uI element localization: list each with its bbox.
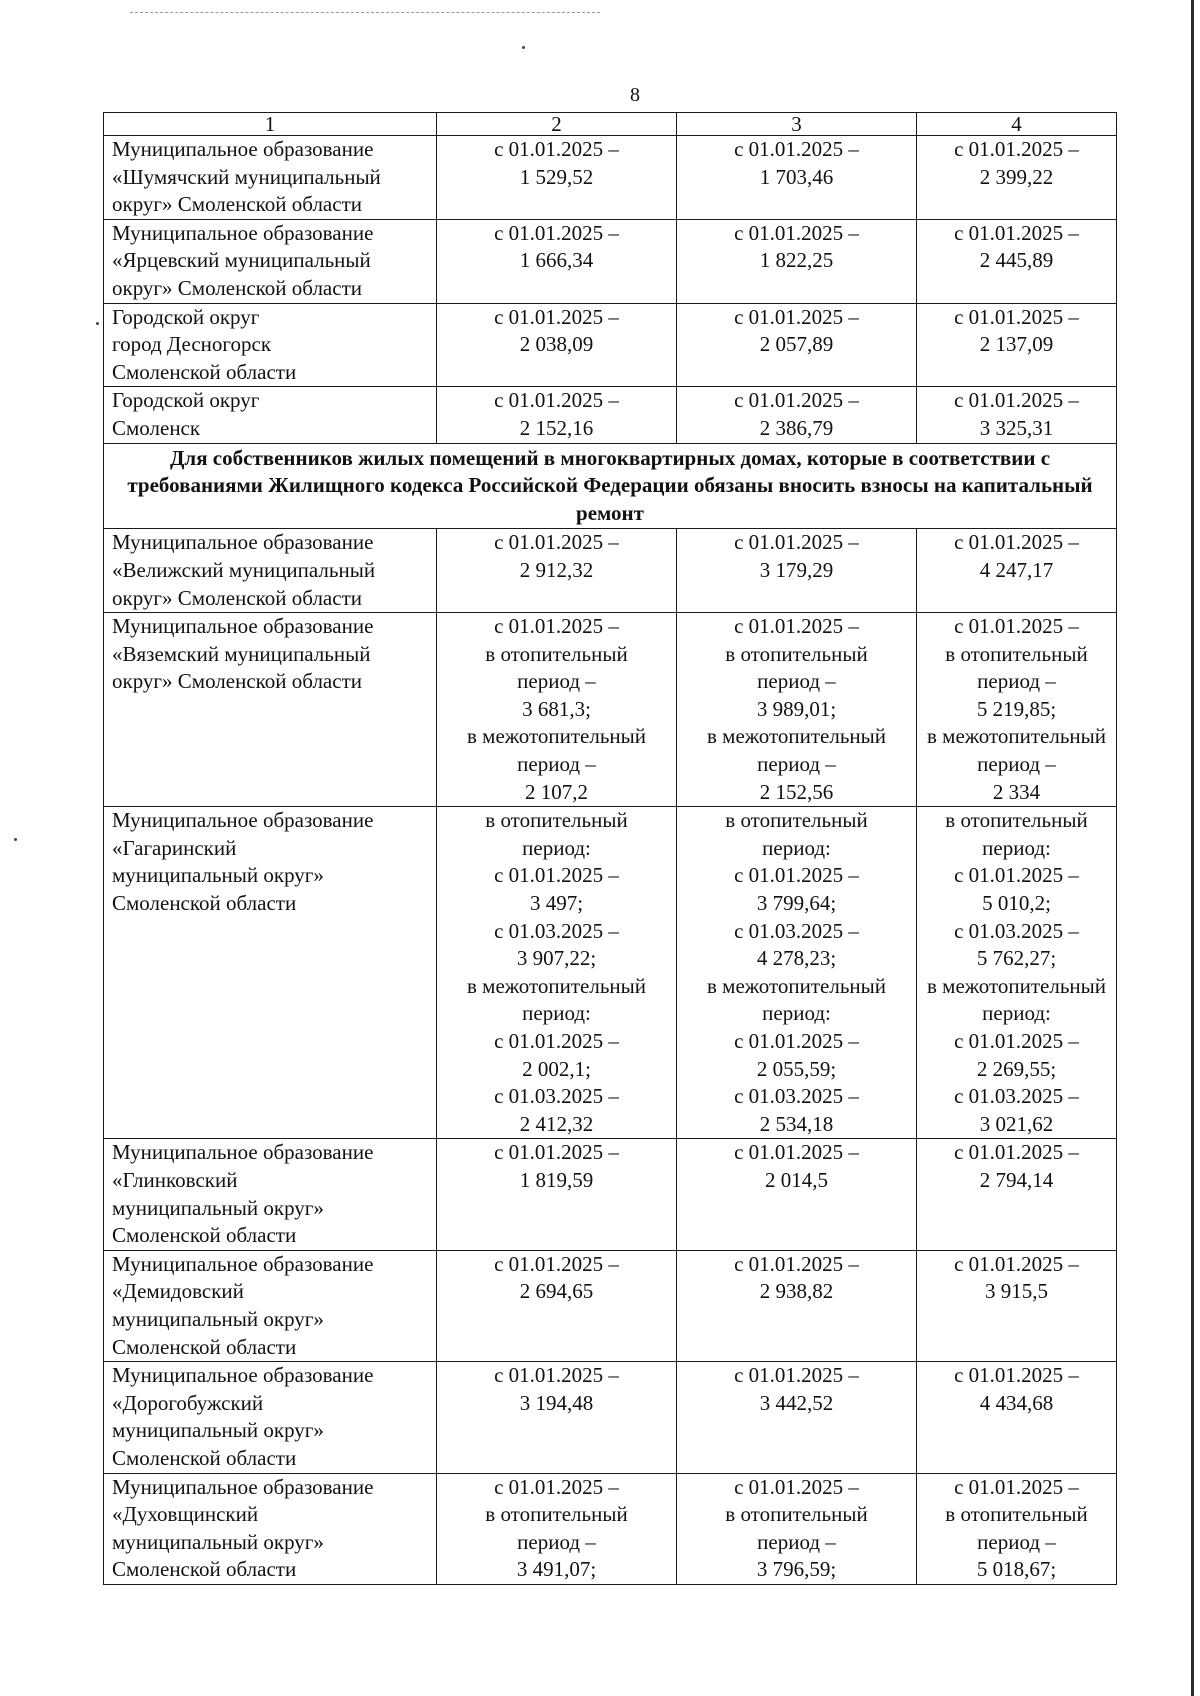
cell-line: 3 194,48 xyxy=(519,1390,594,1415)
cell-line: в отопительный xyxy=(945,641,1088,666)
cell-line: округ» Смоленской области xyxy=(112,275,362,300)
cell-line: в отопительный xyxy=(725,1502,868,1527)
cell-line: 2 794,14 xyxy=(979,1167,1054,1192)
cell-line: в отопительный xyxy=(725,808,868,833)
cell-line: с 01.01.2025 – xyxy=(954,304,1079,329)
cell-line: в отопительный xyxy=(725,641,868,666)
cell-line: 3 021,62 xyxy=(979,1111,1054,1136)
cell-line: с 01.01.2025 – xyxy=(954,137,1079,161)
municipality-name-cell xyxy=(104,1473,437,1584)
cell-line: 1 529,52 xyxy=(519,164,594,189)
tariff-cell-col4 xyxy=(917,1139,1117,1250)
cell-line: в межотопительный xyxy=(466,724,646,749)
cell-line: 3 907,22; xyxy=(516,946,597,971)
cell-line: 2 152,16 xyxy=(519,415,594,440)
cell-line: в отопительный xyxy=(485,1502,628,1527)
cell-line: с 01.01.2025 – xyxy=(954,1251,1079,1276)
cell-line: с 01.01.2025 – xyxy=(494,1029,619,1053)
cell-line: 2 107,2 xyxy=(525,779,588,804)
cell-line: с 01.01.2025 – xyxy=(494,137,619,161)
scan-speck xyxy=(96,322,99,325)
cell-line: 3 681,3; xyxy=(522,696,591,721)
cell-line: с 01.01.2025 – xyxy=(734,1029,859,1053)
cell-line: Смоленск xyxy=(112,415,201,440)
cell-line: Городской округ xyxy=(112,304,260,329)
municipality-name-cell xyxy=(104,613,437,807)
cell-line: в межотопительный xyxy=(926,973,1106,998)
cell-line: муниципальный округ» xyxy=(112,1529,324,1554)
cell-line: с 01.01.2025 – xyxy=(954,1363,1079,1388)
cell-line: с 01.01.2025 – xyxy=(954,1140,1079,1165)
cell-line: с 01.01.2025 – xyxy=(494,614,619,639)
tariff-cell-col4 xyxy=(917,529,1117,613)
cell-line: период – xyxy=(977,1529,1056,1554)
header-cell: 4 xyxy=(917,113,1117,136)
cell-line: «Глинковский xyxy=(112,1167,238,1192)
cell-line: с 01.01.2025 – xyxy=(734,1251,859,1276)
table-row xyxy=(104,807,1117,1139)
cell-line: в отопительный xyxy=(945,808,1088,833)
cell-line: 3 497; xyxy=(529,891,584,916)
cell-line: Муниципальное образование xyxy=(112,220,374,245)
cell-line: Смоленской области xyxy=(112,359,297,384)
cell-line: округ» Смоленской области xyxy=(112,585,362,610)
cell-line: 2 038,09 xyxy=(519,332,594,357)
tariff-cell-col4 xyxy=(917,1362,1117,1473)
scan-artifact-line xyxy=(130,12,600,13)
municipality-name-cell xyxy=(104,136,437,220)
tariff-cell-col2 xyxy=(437,613,677,807)
cell-line: с 01.01.2025 – xyxy=(954,388,1079,413)
cell-line: с 01.01.2025 – xyxy=(734,530,859,555)
cell-line: «Шумячский муниципальный xyxy=(112,164,381,189)
tariff-cell-col2 xyxy=(437,529,677,613)
tariff-cell-col4 xyxy=(917,136,1117,220)
table-row xyxy=(104,1473,1117,1584)
cell-line: Смоленской области xyxy=(112,1557,297,1582)
cell-line: с 01.01.2025 – xyxy=(494,1474,619,1499)
cell-line: «Ярцевский муниципальный xyxy=(112,248,371,273)
cell-line: «Духовщинский xyxy=(112,1502,259,1527)
municipality-name-cell xyxy=(104,1362,437,1473)
cell-line: Муниципальное образование xyxy=(112,614,374,639)
cell-line: с 01.03.2025 – xyxy=(954,1084,1079,1109)
tariff-cell-col2 xyxy=(437,807,677,1139)
cell-line: муниципальный округ» xyxy=(112,1306,324,1331)
tariff-cell-col3 xyxy=(677,387,917,443)
tariff-cell-col2 xyxy=(437,303,677,387)
scan-speck xyxy=(522,46,525,49)
cell-line: округ» Смоленской области xyxy=(112,192,362,217)
tariff-cell-col4 xyxy=(917,613,1117,807)
cell-line: Смоленской области xyxy=(112,1223,297,1248)
section-row xyxy=(104,443,1117,529)
tariff-cell-col4 xyxy=(917,219,1117,303)
cell-line: 2 055,59; xyxy=(756,1056,837,1081)
cell-line: в отопительный xyxy=(485,641,628,666)
cell-line: с 01.01.2025 – xyxy=(494,863,619,888)
cell-line: 4 278,23; xyxy=(756,946,837,971)
cell-line: 4 247,17 xyxy=(979,557,1054,582)
cell-line: период – xyxy=(517,752,596,777)
tariff-cell-col2 xyxy=(437,136,677,220)
cell-line: 3 325,31 xyxy=(979,415,1054,440)
table-row xyxy=(104,387,1117,443)
table-row xyxy=(104,613,1117,807)
cell-line: 1 703,46 xyxy=(759,164,834,189)
header-row xyxy=(104,113,1117,136)
tariff-cell-col3 xyxy=(677,136,917,220)
cell-line: 4 434,68 xyxy=(979,1390,1054,1415)
cell-line: 3 491,07; xyxy=(516,1557,597,1582)
cell-line: с 01.01.2025 – xyxy=(734,1474,859,1499)
cell-line: с 01.03.2025 – xyxy=(734,918,859,943)
table-row xyxy=(104,136,1117,220)
table-row xyxy=(104,303,1117,387)
cell-line: «Велижский муниципальный xyxy=(112,557,376,582)
cell-line: с 01.01.2025 – xyxy=(494,304,619,329)
cell-line: 3 796,59; xyxy=(756,1557,837,1582)
cell-line: 2 445,89 xyxy=(979,248,1054,273)
scan-edge-border xyxy=(1191,0,1194,1696)
cell-line: в отопительный xyxy=(485,808,628,833)
municipality-name-cell xyxy=(104,529,437,613)
tariff-cell-col4 xyxy=(917,303,1117,387)
cell-line: 2 014,5 xyxy=(765,1167,828,1192)
cell-line: 2 386,79 xyxy=(759,415,834,440)
cell-line: в отопительный xyxy=(945,1502,1088,1527)
tariff-cell-col2 xyxy=(437,1139,677,1250)
cell-line: 3 179,29 xyxy=(759,557,834,582)
cell-line: с 01.01.2025 – xyxy=(954,863,1079,888)
cell-line: период: xyxy=(762,1001,831,1026)
section-title: Для собственников жилых помещений в многоквартирных домах, которые в соответствии с требованиями Жилищного кодекса Российской Федерации обязаны вносить взносы на капитальный ремонт xyxy=(104,443,1117,529)
page-number: 8 xyxy=(630,84,640,106)
cell-line: 1 822,25 xyxy=(759,248,834,273)
cell-line: 2 399,22 xyxy=(979,164,1054,189)
cell-line: с 01.01.2025 – xyxy=(734,1363,859,1388)
cell-line: с 01.01.2025 – xyxy=(494,1140,619,1165)
cell-line: с 01.01.2025 – xyxy=(494,220,619,245)
municipality-name-cell xyxy=(104,219,437,303)
municipality-name-cell xyxy=(104,1139,437,1250)
tariff-cell-col2 xyxy=(437,219,677,303)
tariff-cell-col2 xyxy=(437,1362,677,1473)
cell-line: с 01.01.2025 – xyxy=(954,220,1079,245)
cell-line: Муниципальное образование xyxy=(112,1251,374,1276)
tariff-cell-col3 xyxy=(677,1362,917,1473)
cell-line: Городской округ xyxy=(112,388,260,413)
cell-line: «Вяземский муниципальный xyxy=(112,641,371,666)
cell-line: в межотопительный xyxy=(706,724,886,749)
cell-line: с 01.03.2025 – xyxy=(494,1084,619,1109)
cell-line: Смоленской области xyxy=(112,1334,297,1359)
cell-line: 5 219,85; xyxy=(976,696,1057,721)
tariff-cell-col3 xyxy=(677,613,917,807)
cell-line: 3 915,5 xyxy=(985,1279,1048,1304)
cell-line: муниципальный округ» xyxy=(112,863,324,888)
cell-line: период – xyxy=(757,669,836,694)
cell-line: Муниципальное образование xyxy=(112,530,374,555)
cell-line: 2 002,1; xyxy=(522,1056,591,1081)
cell-line: 1 666,34 xyxy=(519,248,594,273)
cell-line: с 01.01.2025 – xyxy=(734,1140,859,1165)
tariff-cell-col3 xyxy=(677,529,917,613)
header-cell: 3 xyxy=(677,113,917,136)
tariff-cell-col3 xyxy=(677,219,917,303)
tariff-cell-col2 xyxy=(437,1473,677,1584)
cell-line: Смоленской области xyxy=(112,1445,297,1470)
table-row xyxy=(104,1139,1117,1250)
cell-line: с 01.01.2025 – xyxy=(734,388,859,413)
tariff-cell-col3 xyxy=(677,303,917,387)
cell-line: с 01.01.2025 – xyxy=(734,614,859,639)
tariff-cell-col3 xyxy=(677,1473,917,1584)
cell-line: с 01.03.2025 – xyxy=(734,1084,859,1109)
cell-line: 2 152,56 xyxy=(759,779,834,804)
tariff-table xyxy=(103,112,1117,1585)
cell-line: период: xyxy=(522,1001,591,1026)
tariff-cell-col4 xyxy=(917,1473,1117,1584)
cell-line: с 01.01.2025 – xyxy=(494,1363,619,1388)
cell-line: с 01.01.2025 – xyxy=(954,530,1079,555)
cell-line: период – xyxy=(517,1529,596,1554)
cell-line: 2 269,55; xyxy=(976,1056,1057,1081)
tariff-cell-col4 xyxy=(917,1250,1117,1361)
cell-line: с 01.01.2025 – xyxy=(954,614,1079,639)
cell-line: 2 694,65 xyxy=(519,1279,594,1304)
cell-line: период – xyxy=(977,752,1056,777)
table-row xyxy=(104,529,1117,613)
cell-line: с 01.03.2025 – xyxy=(494,918,619,943)
cell-line: «Дорогобужский xyxy=(112,1390,264,1415)
cell-line: 5 762,27; xyxy=(976,946,1057,971)
header-cell: 2 xyxy=(437,113,677,136)
cell-line: в межотопительный xyxy=(466,973,646,998)
cell-line: с 01.01.2025 – xyxy=(954,1474,1079,1499)
cell-line: период: xyxy=(762,835,831,860)
cell-line: муниципальный округ» xyxy=(112,1195,324,1220)
cell-line: 2 938,82 xyxy=(759,1279,834,1304)
cell-line: Муниципальное образование xyxy=(112,808,374,833)
cell-line: округ» Смоленской области xyxy=(112,669,362,694)
cell-line: период – xyxy=(757,752,836,777)
cell-line: 2 137,09 xyxy=(979,332,1054,357)
cell-line: с 01.01.2025 – xyxy=(734,863,859,888)
cell-line: в межотопительный xyxy=(706,973,886,998)
cell-line: город Десногорск xyxy=(112,332,272,357)
tariff-cell-col4 xyxy=(917,387,1117,443)
cell-line: период: xyxy=(982,1001,1051,1026)
cell-line: Муниципальное образование xyxy=(112,1474,374,1499)
table-row xyxy=(104,219,1117,303)
cell-line: с 01.01.2025 – xyxy=(494,530,619,555)
cell-line: Муниципальное образование xyxy=(112,137,374,161)
cell-line: 3 442,52 xyxy=(759,1390,834,1415)
cell-line: период: xyxy=(522,835,591,860)
cell-line: 5 010,2; xyxy=(982,891,1051,916)
cell-line: в межотопительный xyxy=(926,724,1106,749)
cell-line: 3 989,01; xyxy=(756,696,837,721)
cell-line: период – xyxy=(757,1529,836,1554)
cell-line: муниципальный округ» xyxy=(112,1418,324,1443)
table-row xyxy=(104,1250,1117,1361)
municipality-name-cell xyxy=(104,387,437,443)
cell-line: 2 057,89 xyxy=(759,332,834,357)
tariff-table-body xyxy=(104,113,1117,1585)
cell-line: период – xyxy=(517,669,596,694)
cell-line: период – xyxy=(977,669,1056,694)
cell-line: Муниципальное образование xyxy=(112,1363,374,1388)
municipality-name-cell xyxy=(104,1250,437,1361)
cell-line: с 01.01.2025 – xyxy=(734,137,859,161)
cell-line: 5 018,67; xyxy=(976,1557,1057,1582)
cell-line: с 01.01.2025 – xyxy=(734,220,859,245)
tariff-cell-col2 xyxy=(437,1250,677,1361)
cell-line: 2 912,32 xyxy=(519,557,594,582)
cell-line: период: xyxy=(982,835,1051,860)
tariff-cell-col3 xyxy=(677,1139,917,1250)
municipality-name-cell xyxy=(104,303,437,387)
scan-speck xyxy=(14,838,17,841)
municipality-name-cell xyxy=(104,807,437,1139)
cell-line: Смоленской области xyxy=(112,891,297,916)
header-cell: 1 xyxy=(104,113,437,136)
cell-line: с 01.01.2025 – xyxy=(494,388,619,413)
cell-line: с 01.01.2025 – xyxy=(954,1029,1079,1053)
cell-line: 2 412,32 xyxy=(519,1111,594,1136)
cell-line: 3 799,64; xyxy=(756,891,837,916)
cell-line: «Гагаринский xyxy=(112,835,237,860)
cell-line: с 01.01.2025 – xyxy=(734,304,859,329)
tariff-cell-col3 xyxy=(677,1250,917,1361)
cell-line: 2 534,18 xyxy=(759,1111,834,1136)
cell-line: 2 334 xyxy=(992,779,1041,804)
cell-line: с 01.01.2025 – xyxy=(494,1251,619,1276)
cell-line: с 01.03.2025 – xyxy=(954,918,1079,943)
tariff-cell-col4 xyxy=(917,807,1117,1139)
tariff-cell-col3 xyxy=(677,807,917,1139)
cell-line: «Демидовский xyxy=(112,1279,244,1304)
tariff-cell-col2 xyxy=(437,387,677,443)
cell-line: 1 819,59 xyxy=(519,1167,594,1192)
cell-line: Муниципальное образование xyxy=(112,1140,374,1165)
table-row xyxy=(104,1362,1117,1473)
